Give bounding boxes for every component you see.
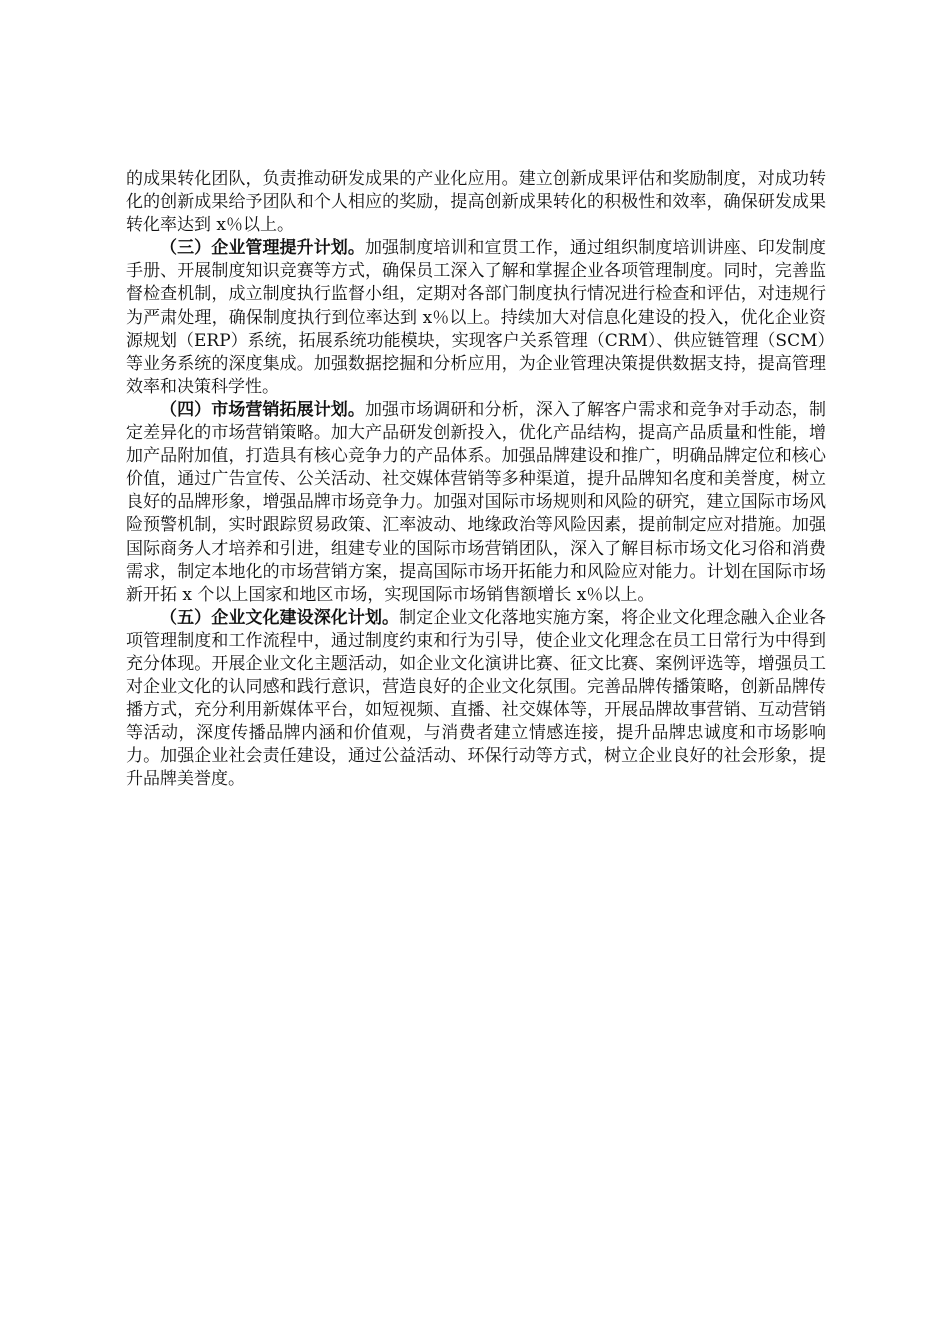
paragraph-continuation xyxy=(126,168,826,237)
paragraph-marketing-plan xyxy=(126,399,826,607)
paragraph-body: 加强市场调研和分析，深入了解客户需求和竞争对手动态，制定差异化的市场营销策略。加大产品研发创新投入，优化产品结构，提高产品质量和性能，增加产品附加值，打造具有核心竞争力的产品体系。加强品牌建设和推广，明确品牌定位和核心价值，通过广告宣传、公关活动、社交媒体营销等多种渠道，提升品牌知名度和美誉度，树立良好的品牌形象，增强品牌市场竞争力。加强对国际市场规则和风险的研究，建立国际市场风险预警机制，实时跟踪贸易政策、汇率波动、地缘政治等风险因素，提前制定应对措施。加强国际商务人才培养和引进，组建专业的国际市场营销团队，深入了解目标市场文化习俗和消费需求，制定本地化的市场营销方案，提高国际市场开拓能力和风险应对能力。计划在国际市场新开拓 x 个以上国家和地区市场，实现国际市场销售额增长 x％以上。 xyxy=(126,399,827,605)
section-heading: （三）企业管理提升计划。 xyxy=(160,238,365,259)
document-page xyxy=(126,168,826,792)
section-heading: （五）企业文化建设深化计划。 xyxy=(160,607,400,628)
paragraph-body: 制定企业文化落地实施方案，将企业文化理念融入企业各项管理制度和工作流程中，通过制度约束和行为引导，使企业文化理念在员工日常行为中得到充分体现。开展企业文化主题活动，如企业文化演讲比赛、征文比赛、案例评选等，增强员工对企业文化的认同感和践行意识，营造良好的企业文化氛围。完善品牌传播策略，创新品牌传播方式，充分利用新媒体平台，如短视频、直播、社交媒体等，开展品牌故事营销、互动营销等活动，深度传播品牌内涵和价值观，与消费者建立情感连接，提升品牌忠诚度和市场影响力。加强企业社会责任建设，通过公益活动、环保行动等方式，树立企业良好的社会形象，提升品牌美誉度。 xyxy=(126,607,827,790)
paragraph-body: 的成果转化团队，负责推动研发成果的产业化应用。建立创新成果评估和奖励制度，对成功转化的创新成果给予团队和个人相应的奖励，提高创新成果转化的积极性和效率，确保研发成果转化率达到 x％以上。 xyxy=(126,169,826,236)
paragraph-culture-plan xyxy=(126,607,826,792)
paragraph-management-plan xyxy=(126,237,826,399)
section-heading: （四）市场营销拓展计划。 xyxy=(160,399,365,420)
paragraph-body: 加强制度培训和宣贯工作，通过组织制度培训讲座、印发制度手册、开展制度知识竞赛等方式，确保员工深入了解和掌握企业各项管理制度。同时，完善监督检查机制，成立制度执行监督小组，定期对各部门制度执行情况进行检查和评估，对违规行为严肃处理，确保制度执行到位率达到 x％以上。持续加大对信息化建设的投入，优化企业资源规划（ERP）系统，拓展系统功能模块，实现客户关系管理（CRM）、供应链管理（SCM）等业务系统的深度集成。加强数据挖掘和分析应用，为企业管理决策提供数据支持，提高管理效率和决策科学性。 xyxy=(126,238,827,397)
